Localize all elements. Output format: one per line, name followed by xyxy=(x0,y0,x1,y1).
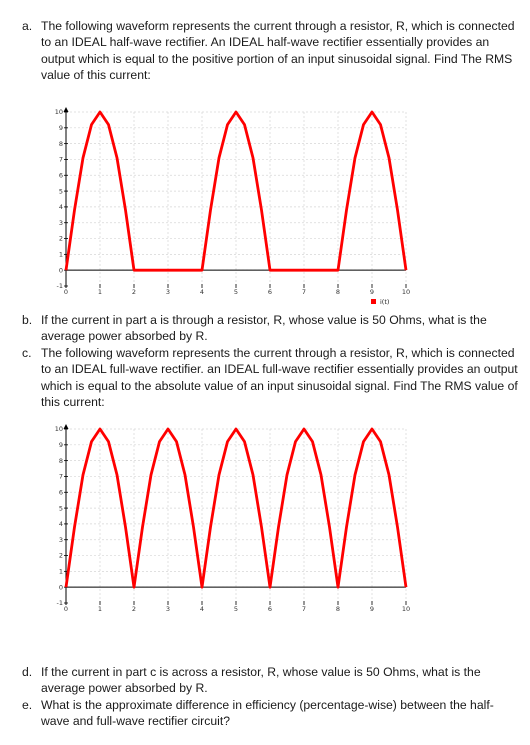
question-e xyxy=(22,697,522,730)
x-tick-label: 2 xyxy=(131,605,137,613)
y-tick-label: -1 xyxy=(56,282,63,291)
x-tick-label: 6 xyxy=(267,605,273,613)
x-tick-label: 5 xyxy=(233,605,239,613)
y-tick-label: 3 xyxy=(58,535,63,544)
y-tick-label: 9 xyxy=(58,124,63,133)
y-tick-label: 8 xyxy=(58,456,63,465)
x-tick-label: 0 xyxy=(63,605,69,613)
half-wave-chart-svg xyxy=(50,108,420,306)
y-tick-label: 7 xyxy=(58,472,63,481)
x-tick-label: 9 xyxy=(369,605,375,613)
y-tick-label: 7 xyxy=(58,155,63,164)
question-a-text: The following waveform represents the current through a resistor, R, which is connected to an IDEAL half-wave rectifier. An IDEAL half-wave rectifier essentially provides an output which is equal to the positive portion of an input sinusoidal signal. Find The RMS value of this current: xyxy=(41,19,515,82)
x-tick-label: 9 xyxy=(369,288,375,296)
x-tick-label: 0 xyxy=(63,288,69,296)
question-a-label: a. xyxy=(22,19,33,33)
y-tick-label: 8 xyxy=(58,139,63,148)
question-b-text: If the current in part a is through a resistor, R, whose value is 50 Ohms, what is the average power absorbed by R. xyxy=(41,313,487,344)
x-tick-label: 1 xyxy=(97,288,103,296)
y-tick-label: 4 xyxy=(58,203,63,212)
y-tick-label: 6 xyxy=(58,171,63,180)
y-tick-label: 10 xyxy=(54,108,63,117)
x-tick-label: 10 xyxy=(401,288,411,296)
question-d xyxy=(22,664,522,697)
y-tick-label: 0 xyxy=(58,266,63,275)
x-tick-label: 8 xyxy=(335,288,341,296)
y-tick-label: -1 xyxy=(56,599,63,608)
question-c-label: c. xyxy=(22,346,32,360)
x-tick-label: 7 xyxy=(301,605,307,613)
question-e-label: e. xyxy=(22,698,33,712)
y-tick-label: 1 xyxy=(58,567,63,576)
legend-label: i(t) xyxy=(380,298,390,306)
y-tick-label: 10 xyxy=(54,425,63,434)
question-d-label: d. xyxy=(22,665,33,679)
x-tick-label: 3 xyxy=(165,288,171,296)
y-axis-arrow xyxy=(64,107,69,112)
full-wave-chart xyxy=(50,425,420,623)
half-wave-chart xyxy=(50,108,420,306)
y-tick-label: 0 xyxy=(58,583,63,592)
question-e-text: What is the approximate difference in efficiency (percentage-wise) between the half-wave and full-wave rectifier circuit? xyxy=(41,698,494,729)
legend-swatch xyxy=(371,299,376,304)
full-wave-chart-svg xyxy=(50,425,420,623)
x-tick-label: 3 xyxy=(165,605,171,613)
y-tick-label: 3 xyxy=(58,218,63,227)
question-a xyxy=(22,18,522,83)
y-tick-label: 2 xyxy=(58,234,63,243)
question-b xyxy=(22,312,522,345)
x-tick-label: 2 xyxy=(131,288,137,296)
x-tick-label: 8 xyxy=(335,605,341,613)
x-tick-label: 7 xyxy=(301,288,307,296)
y-tick-label: 9 xyxy=(58,441,63,450)
x-tick-label: 1 xyxy=(97,605,103,613)
question-b-label: b. xyxy=(22,313,33,327)
question-c xyxy=(22,345,522,410)
y-axis-arrow xyxy=(64,424,69,429)
x-tick-label: 6 xyxy=(267,288,273,296)
x-tick-label: 10 xyxy=(401,605,411,613)
y-tick-label: 4 xyxy=(58,520,63,529)
y-tick-label: 2 xyxy=(58,551,63,560)
question-c-text: The following waveform represents the current through a resistor, R, which is connected to an IDEAL full-wave rectifier. an IDEAL full-wave rectifier essentially provides an output which is equal to the absolute value of an input sinusoidal signal. Find The RMS value of this current: xyxy=(41,346,518,409)
y-tick-label: 5 xyxy=(58,504,63,513)
y-tick-label: 6 xyxy=(58,488,63,497)
x-tick-label: 4 xyxy=(199,288,205,296)
question-d-text: If the current in part c is across a resistor, R, whose value is 50 Ohms, what is the average power absorbed by R. xyxy=(41,665,481,696)
y-tick-label: 5 xyxy=(58,187,63,196)
x-tick-label: 5 xyxy=(233,288,239,296)
x-tick-label: 4 xyxy=(199,605,205,613)
y-tick-label: 1 xyxy=(58,250,63,259)
